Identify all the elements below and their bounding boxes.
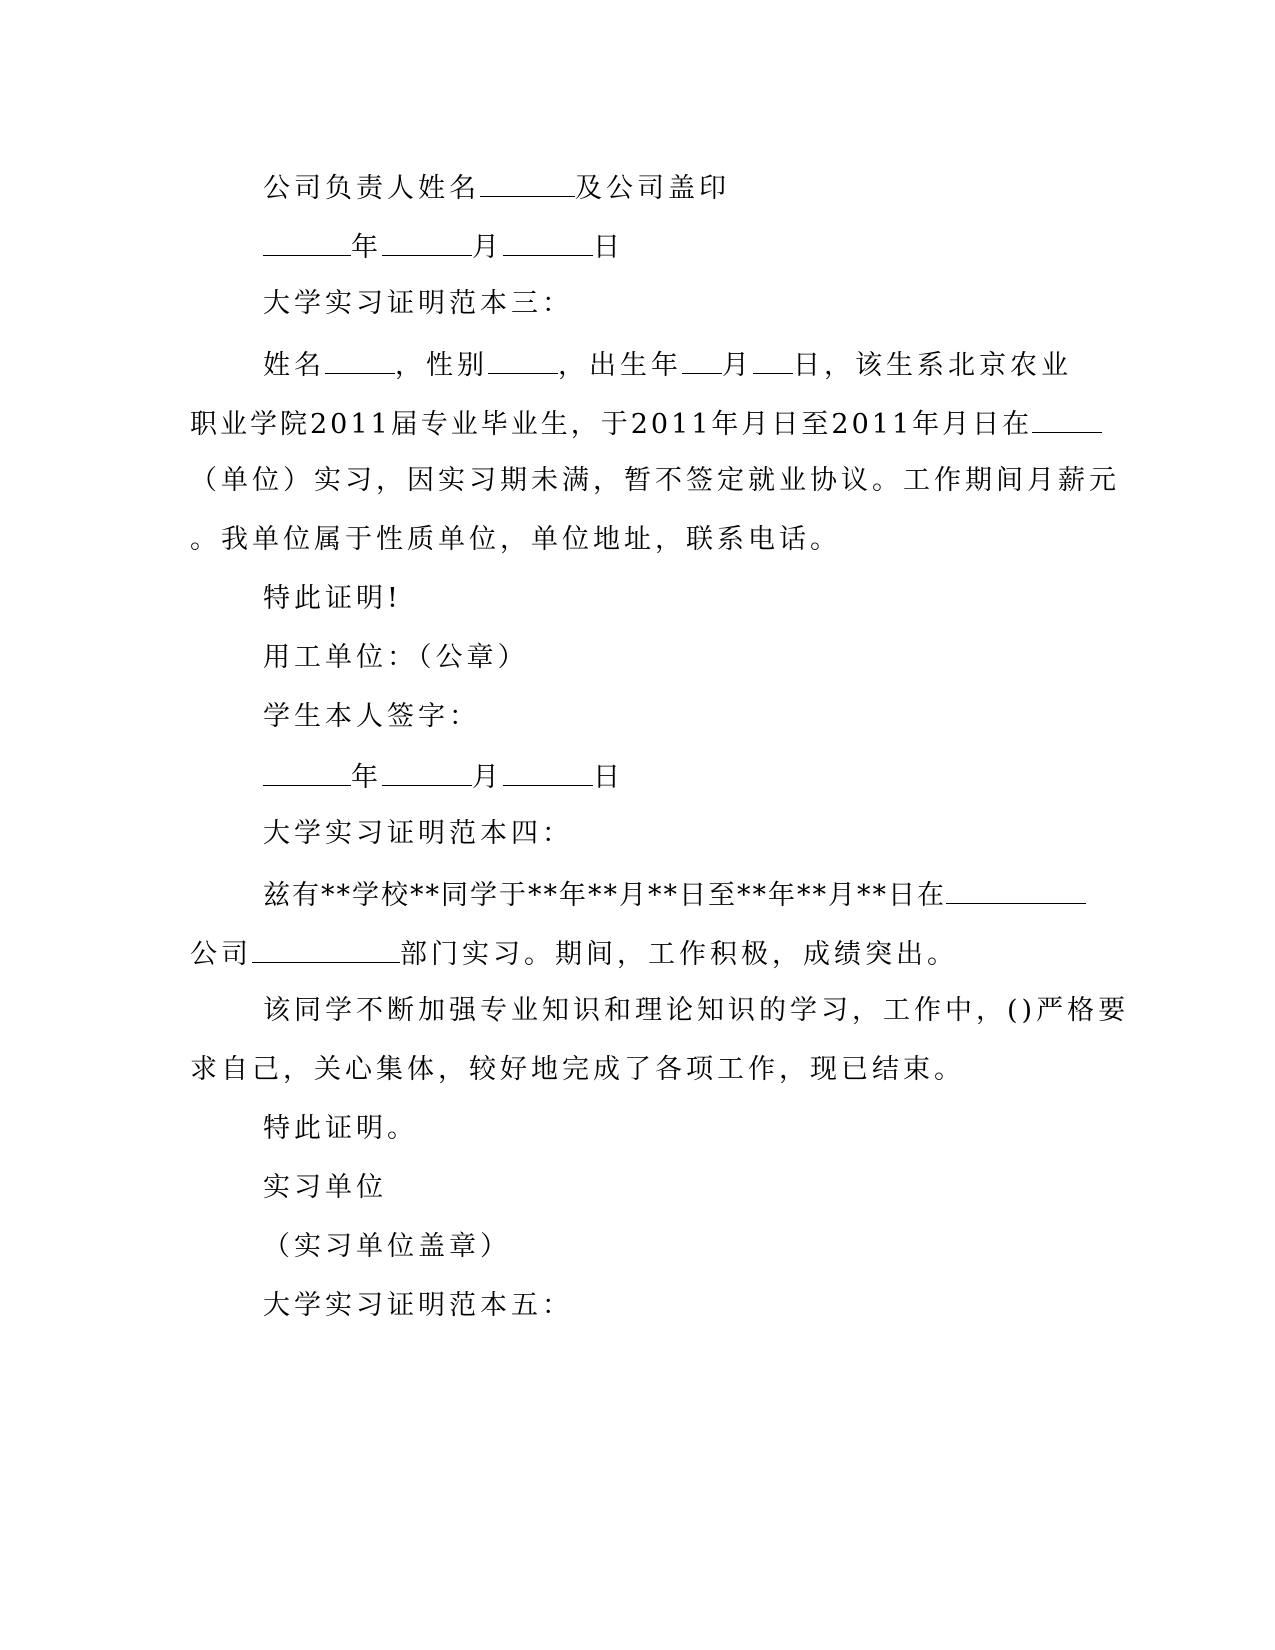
text-segment: 月 — [472, 232, 503, 263]
text-line — [190, 934, 958, 970]
text-segment: ，出生年 — [558, 350, 682, 381]
text-segment: 公司负责人姓名 — [263, 173, 480, 204]
fill-blank — [263, 227, 351, 256]
fill-blank — [682, 345, 722, 374]
text-segment: 公司 — [190, 939, 252, 970]
text-segment: 年 — [351, 232, 382, 263]
text-line — [263, 581, 402, 617]
text-segment: 大学实习证明范本四： — [263, 818, 573, 849]
text-line — [263, 875, 1086, 911]
text-segment: 月 — [722, 350, 753, 381]
fill-blank — [503, 757, 593, 786]
text-segment: 大学实习证明范本五： — [263, 1290, 573, 1321]
text-segment: 职业学院2011届专业毕业生，于2011年月日至2011年月日在 — [190, 409, 1033, 440]
section-heading — [263, 1288, 573, 1324]
text-line — [263, 1229, 511, 1265]
text-segment: 姓名 — [263, 350, 325, 381]
text-line — [263, 640, 529, 676]
text-segment: 日 — [593, 762, 624, 793]
fill-blank — [325, 345, 395, 374]
text-line — [263, 699, 480, 735]
text-segment: 学生本人签字： — [263, 701, 480, 732]
text-segment: 日，该生系北京农业 — [793, 350, 1072, 381]
fill-blank — [1032, 404, 1102, 433]
section-heading — [263, 816, 573, 852]
text-line — [263, 993, 1129, 1029]
fill-blank — [252, 934, 400, 963]
text-segment: 兹有**学校**同学于**年**月**日至**年**月**日在 — [263, 880, 946, 911]
text-line — [190, 404, 1102, 440]
text-line — [190, 522, 841, 558]
text-segment: 月 — [472, 762, 503, 793]
text-segment: （单位）实习，因实习期未满，暂不签定就业协议。工作期间月薪元 — [190, 465, 1120, 496]
text-segment: 该同学不断加强专业知识和理论知识的学习，工作中，()严格要 — [263, 995, 1130, 1026]
text-line — [263, 1170, 387, 1206]
text-line — [263, 1111, 418, 1147]
text-segment: 部门实习。期间，工作积极，成绩突出。 — [400, 939, 958, 970]
fill-blank — [946, 875, 1086, 904]
text-line — [190, 463, 1120, 499]
fill-blank — [753, 345, 793, 374]
text-line — [263, 168, 730, 204]
text-segment: 大学实习证明范本三： — [263, 288, 573, 319]
section-heading — [263, 286, 573, 322]
text-segment: 用工单位：（公章） — [263, 642, 529, 673]
fill-blank — [263, 757, 351, 786]
fill-blank — [480, 168, 575, 197]
fill-blank — [503, 227, 593, 256]
text-segment: 求自己，关心集体，较好地完成了各项工作，现已结束。 — [190, 1054, 965, 1085]
text-segment: （实习单位盖章） — [263, 1231, 511, 1262]
text-line — [263, 345, 1072, 381]
text-segment: 特此证明。 — [263, 1113, 418, 1144]
text-segment: ，性别 — [395, 350, 488, 381]
text-segment: 日 — [593, 232, 624, 263]
fill-blank — [488, 345, 558, 374]
fill-blank — [382, 227, 472, 256]
text-segment: 。我单位属于性质单位，单位地址，联系电话。 — [190, 524, 841, 555]
text-segment: 实习单位 — [263, 1172, 387, 1203]
text-line — [190, 1052, 965, 1088]
date-line — [263, 757, 624, 793]
text-segment: 年 — [351, 762, 382, 793]
text-segment: 及公司盖印 — [575, 173, 730, 204]
text-segment: 特此证明! — [263, 583, 402, 614]
date-line — [263, 227, 624, 263]
fill-blank — [382, 757, 472, 786]
